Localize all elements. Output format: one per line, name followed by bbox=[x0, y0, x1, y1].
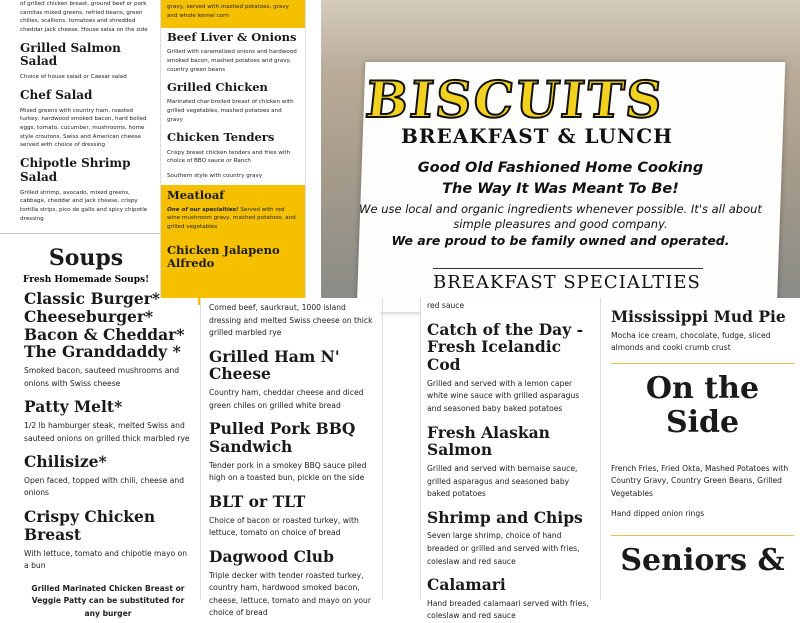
meatloaf-special: One of our specialties! bbox=[167, 206, 239, 213]
item-title: Chicken Tenders bbox=[167, 130, 275, 145]
seniors-heading: Seniors & bbox=[620, 542, 785, 578]
sign-line-3: We use local and organic ingredients whenever possible. It's all about bbox=[359, 202, 762, 216]
item-title: Chilisize* bbox=[24, 452, 107, 472]
soups-heading: Soups bbox=[48, 245, 124, 272]
item-desc: Tender pork in a smokey BBQ sauce piled high on a toasted bun, pickle on the side bbox=[209, 460, 367, 483]
restaurant-sign-photo bbox=[321, 0, 800, 298]
item-title: Catch of the Day - Fresh Icelandic Cod bbox=[427, 319, 584, 375]
item-desc-extra: Southern style with country gravy bbox=[167, 172, 263, 179]
top-desc: red sauce bbox=[427, 301, 465, 310]
item-title: Grilled Chicken bbox=[167, 80, 268, 95]
item-desc: Choice of house salad or Caesar salad bbox=[20, 74, 127, 81]
side-desc: French Fries, Fried Okta, Mashed Potatoes with Country Gravy, Country Green Beans, Grilled Vegetables bbox=[611, 463, 789, 498]
item-title: Dagwood Club bbox=[209, 546, 334, 566]
brand-logo: BISCUITS bbox=[362, 70, 667, 129]
item-title: Chipotle Shrimp Salad bbox=[20, 155, 131, 184]
item-desc: Hand breaded calamaari served with fries, coleslaw and red sauce bbox=[427, 598, 589, 621]
sign-line-1: Good Old Fashioned Home Cooking bbox=[417, 160, 704, 176]
jalapeno-title: Chicken Jalapeno Alfredo bbox=[167, 242, 280, 270]
item-desc: Open faced, topped with chili, cheese and onions bbox=[24, 475, 185, 498]
brand-subtitle: BREAKFAST & LUNCH bbox=[401, 124, 674, 148]
item-title: Chef Salad bbox=[20, 87, 93, 102]
item-desc: Triple decker with tender roasted turkey, country ham, hardwood smoked bacon, cheese, lettuce, tomato and mayo on your choice of bread bbox=[209, 570, 371, 618]
item-title: Beef Liver & Onions bbox=[167, 30, 297, 44]
sides-column bbox=[600, 298, 800, 600]
meatloaf-title: Meatloaf bbox=[167, 187, 225, 202]
top-desc: gravy, served with mashed potatoes, gravy and whole kernel corn bbox=[167, 4, 289, 19]
sandwiches-column bbox=[200, 298, 380, 618]
seafood-column bbox=[420, 298, 600, 621]
entrees-panel bbox=[160, 0, 306, 298]
side-desc-extra: Hand dipped onion rings bbox=[611, 509, 705, 519]
item-title: Calamari bbox=[427, 575, 506, 595]
sign-line-2: The Way It Was Meant To Be! bbox=[442, 181, 679, 197]
item-desc: Mocha ice cream, chocolate, fudge, sliced almonds and cooki crumb crust bbox=[611, 330, 771, 353]
item-title: Bacon & Cheddar* bbox=[24, 324, 185, 344]
divider bbox=[611, 363, 794, 364]
salads-panel bbox=[0, 0, 160, 298]
sign-line-5: We are proud to be family owned and operated. bbox=[391, 233, 730, 248]
divider bbox=[611, 535, 794, 536]
item-title: Fresh Alaskan Salmon bbox=[427, 422, 550, 460]
item-title: Grilled Salmon Salad bbox=[20, 40, 121, 69]
item-title: Crispy Chicken Breast bbox=[24, 506, 156, 544]
item-desc: Crispy breast chicken tenders and fries with choice of BBQ sauce or Ranch bbox=[167, 149, 291, 165]
intro-desc: of grilled chicken breast, ground beef or pork carnitas mixed greens, refried beans, green chilies, scallions, tomatoes and shredded cheddar jack cheese. House salsa on the side bbox=[20, 1, 148, 33]
item-desc: With lettuce, tomato and chipotle mayo on a bun bbox=[24, 548, 188, 571]
top-desc: Corned beef, saurkraut, 1000 island dressing and melted Swiss cheese on thick grilled marbled rye bbox=[209, 303, 373, 338]
item-desc: Smoked bacon, sauteed mushrooms and onions with Swiss cheese bbox=[24, 366, 180, 388]
meatloaf-desc: Served with red wine mushroom gravy, mashed potatoes, and grilled vegetables bbox=[167, 206, 296, 231]
column-divider bbox=[382, 298, 383, 600]
burgers-column bbox=[18, 289, 198, 618]
item-desc: Grilled shrimp, avocado, mixed greens, cabbage, cheddar and jack cheese, crispy tortilla strips, pico de gallo and spicy chipotle dressing bbox=[20, 189, 148, 222]
sign-bottom-heading: BREAKFAST SPECIALTIES bbox=[433, 272, 701, 293]
item-desc: Seven large shrimp, choice of hand breaded or grilled and served with fries, coleslaw and red sauce bbox=[427, 531, 580, 566]
item-title: Patty Melt* bbox=[24, 397, 123, 417]
substitution-note: Grilled Marinated Chicken Breast or Veggie Patty can be substituted for any burger bbox=[31, 583, 185, 618]
table-background bbox=[321, 0, 800, 70]
item-desc: Grilled with caramelized onions and hardwood smoked bacon, mashed potatoes and gravy, country green beans bbox=[167, 49, 297, 73]
item-desc: Country ham, cheddar cheese and diced green chiles on grilled white bread bbox=[209, 388, 364, 410]
item-desc: Mixed greens with country ham, roasted turkey, hardwood smoked bacon, hard boiled eggs, tomato, cucumber, mushrooms, home style croutons, Swiss and American cheese served with choice of dressing bbox=[20, 107, 147, 149]
divider bbox=[0, 233, 160, 234]
item-title: Grilled Ham N' Cheese bbox=[209, 346, 340, 384]
sign-line-4: simple pleasures and good company. bbox=[453, 217, 668, 231]
item-desc: Choice of bacon or roasted turkey, with lettuce, tomato on choice of bread bbox=[209, 515, 359, 538]
item-desc: Grilled and served with a lemon caper white wine sauce with grilled asparagus and seasoned baby baked potatoes bbox=[427, 378, 580, 413]
item-title: Pulled Pork BBQ Sandwich bbox=[209, 419, 356, 457]
item-title: Classic Burger* bbox=[24, 289, 160, 308]
item-title: BLT or TLT bbox=[209, 491, 306, 511]
item-title: The Granddaddy * bbox=[24, 342, 181, 362]
sign-rule bbox=[433, 268, 703, 269]
item-desc: 1/2 lb hamburger steak, melted Swiss and sauteed onions on grilled thick marbled rye bbox=[24, 421, 190, 443]
item-title: Cheeseburger* bbox=[24, 306, 154, 326]
item-title: Shrimp and Chips bbox=[427, 507, 583, 527]
item-desc: Marinated char-broiled breast of chicken with grilled vegetables, mashed potatoes and gravy bbox=[167, 99, 294, 123]
side-heading: On the Side bbox=[645, 370, 760, 441]
item-desc: Grilled and served with bernaise sauce, grilled asparagus and seasoned baby baked potatoes bbox=[427, 464, 578, 499]
item-title: Mississippi Mud Pie bbox=[611, 307, 786, 326]
soups-subheading: Fresh Homemade Soups! bbox=[22, 275, 150, 286]
